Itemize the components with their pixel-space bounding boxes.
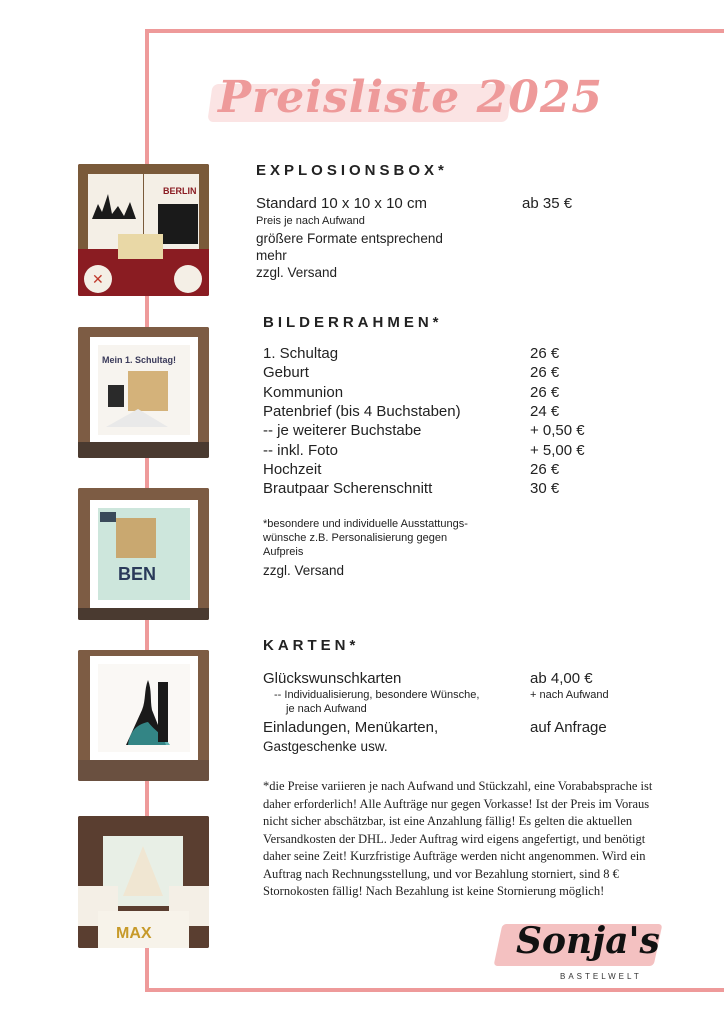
footnote: *die Preise variieren je nach Aufwand und Stückzahl, eine Vorababsprache ist daher erforderlich! Alle Aufträge nur gegen Vorkasse! Ist der Preis im Voraus nicht sicher abschätzbar, ist eine Anzahlung fällig! Es gelten die aktuellen Versandkosten der DHL. Jeder Auftrag wird eigens angefertigt, und benötigt daher seine Zeit! Kurzfristige Aufträge werden nicht angenommen. Wird ein Auftrag nach Rechnungsstellung, und vor Bezahlung storniert, sind 8 € Stornokosten fällig! Nach Bezahlung ist keine Stornierung möglich! [263, 779, 653, 898]
karten-item-1: Glückswunschkarten [263, 670, 402, 687]
karten-item-1-sub-1: -- Individualisierung, besondere Wünsche, [274, 689, 480, 701]
bilderrahmen-shipping: zzgl. Versand [263, 563, 345, 578]
karten-item-2-price: auf Anfrage [530, 719, 607, 736]
explosionsbox-heading: EXPLOSIONSBOX* [256, 162, 448, 179]
bilderrahmen-item-label: Patenbrief (bis 4 Buchstaben) [263, 402, 461, 420]
logo-name: Sonja's [516, 920, 660, 962]
photo-ben [78, 488, 209, 620]
ben-image [78, 488, 209, 620]
bilderrahmen-item-label: Brautpaar Scherenschnitt [263, 480, 433, 498]
bilderrahmen-item-price: 30 € [530, 480, 560, 498]
logo-subtitle: BASTELWELT [560, 972, 642, 981]
bilderrahmen-item-price: 26 € [530, 364, 560, 382]
photo-schultag [78, 327, 209, 458]
explosionsbox-standard: Standard 10 x 10 x 10 cm [256, 195, 427, 212]
photo-ben-text: BEN [118, 564, 157, 584]
bilderrahmen-heading: BILDERRAHMEN* [263, 314, 443, 331]
photo-max-text: MAX [116, 925, 152, 942]
bilderrahmen-item-price: 24 € [530, 402, 560, 420]
photo-hochzeit [78, 650, 209, 781]
karten-item-1-sub-2: je nach Aufwand [286, 703, 367, 715]
photo-schultag-text: Mein 1. Schultag! [102, 355, 177, 365]
bilderrahmen-item-price: + 0,50 € [530, 422, 585, 440]
schultag-image [78, 327, 209, 458]
karten-item-2-line-1: Einladungen, Menükarten, [263, 719, 439, 736]
explosionsbox-standard-price: ab 35 € [522, 195, 573, 212]
karten-item-1-sub-price: + nach Aufwand [530, 689, 609, 701]
bilderrahmen-note-3: Aufpreis [263, 546, 304, 558]
bilderrahmen-note-2: wünsche z.B. Personalisierung gegen [263, 532, 448, 544]
bilderrahmen-item-price: + 5,00 € [530, 441, 585, 459]
karten-item-2-line-2: Gastgeschenke usw. [263, 739, 388, 754]
karten-item-1-price: ab 4,00 € [530, 670, 593, 687]
hochzeit-image [78, 650, 209, 781]
bilderrahmen-item-label: -- je weiterer Buchstabe [263, 422, 422, 440]
photo-berlin-text: BERLIN [163, 186, 197, 196]
explosionsbox-line3: größere Formate entsprechend [256, 231, 443, 246]
svg-text:✕: ✕ [92, 271, 104, 287]
bilderrahmen-item-label: -- inkl. Foto [263, 441, 339, 459]
max-image [78, 816, 209, 948]
bilderrahmen-item-label: Hochzeit [263, 460, 322, 478]
bilderrahmen-item-label: 1. Schultag [263, 345, 339, 362]
bilderrahmen-note-1: *besondere und individuelle Ausstattungs- [263, 518, 468, 530]
bilderrahmen-item-price: 26 € [530, 345, 560, 362]
photo-explosionsbox [78, 164, 209, 296]
explosionsbox-image [78, 164, 209, 296]
bilderrahmen-item-price: 26 € [530, 460, 560, 478]
karten-heading: KARTEN* [263, 637, 360, 654]
photo-max [78, 816, 209, 948]
explosionsbox-shipping: zzgl. Versand [256, 265, 338, 280]
bilderrahmen-item-label: Kommunion [263, 383, 344, 401]
explosionsbox-line4: mehr [256, 248, 287, 263]
bilderrahmen-item-label: Geburt [263, 364, 309, 382]
explosionsbox-line2: Preis je nach Aufwand [256, 215, 365, 227]
bilderrahmen-item-price: 26 € [530, 383, 560, 401]
page-title: Preisliste 2025 [218, 72, 604, 123]
